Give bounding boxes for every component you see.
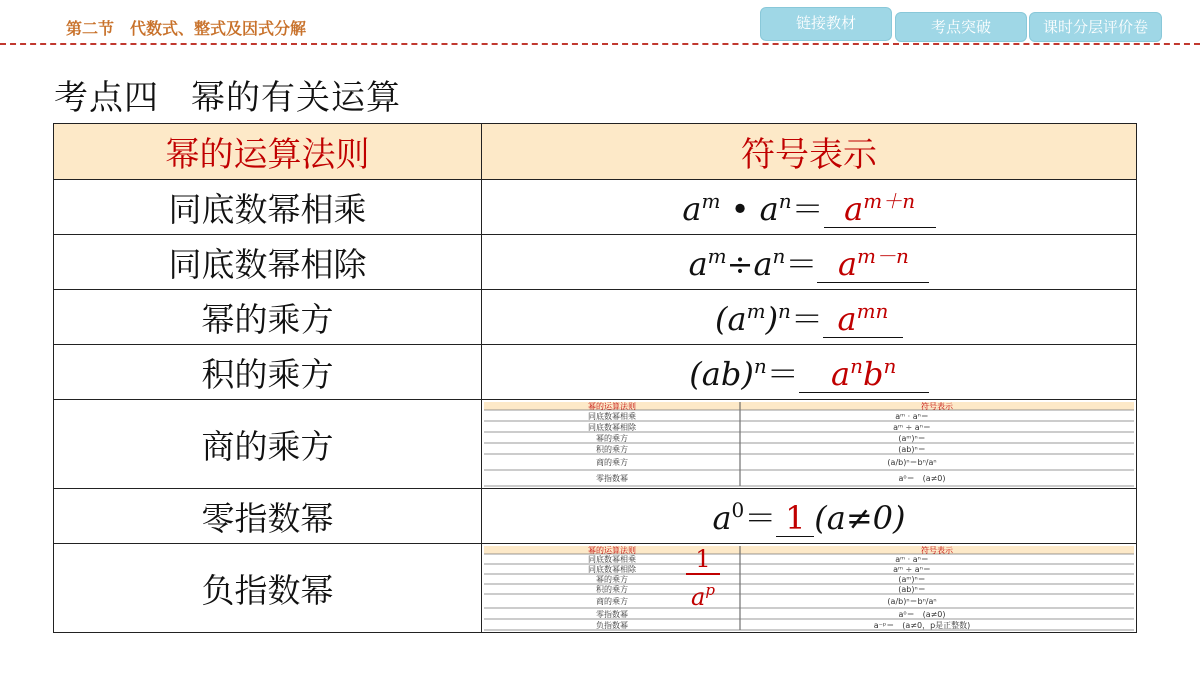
condition: (a≠0) (814, 499, 906, 537)
formula: $a^m$ • $a^n= a^{m+n}$ (682, 190, 935, 228)
table-row (54, 489, 1137, 544)
thumb-header-notation: 符号表示 (921, 546, 953, 555)
rules-table (53, 123, 1137, 633)
answer-blank: $a^{m-n}$ (817, 246, 929, 283)
thumb-header-notation: 符号表示 (921, 402, 953, 411)
thumb-formula: (aᵐ)ⁿ＝ (898, 575, 926, 584)
fraction-bar (686, 573, 720, 575)
thumb-rule: 负指数幂 (596, 621, 628, 630)
formula-cell (482, 489, 1137, 544)
thumbnail-table-image (482, 400, 1136, 488)
top-header (0, 0, 1200, 44)
rule-name: 积的乘方 (54, 345, 482, 400)
thumb-formula: a⁻ᵖ＝ (a≠0，p是正整数) (873, 621, 971, 630)
table-row (54, 544, 1137, 633)
formula-cell (482, 180, 1137, 235)
tab-homework[interactable]: 课时分层评价卷 (1029, 12, 1162, 42)
breadcrumb: 第二节 代数式、整式及因式分解 (66, 19, 307, 38)
tab-link-textbook[interactable]: 链接教材 (760, 7, 892, 41)
tab-key-points[interactable]: 考点突破 (895, 12, 1027, 42)
table-row (54, 290, 1137, 345)
formula-cell (482, 290, 1137, 345)
thumb-rule: 商的乘方 (596, 458, 628, 467)
thumb-formula: aᵐ · aⁿ＝ (895, 412, 929, 421)
column-header-rule: 幂的运算法则 (54, 124, 482, 180)
answer-blank: $a^{mn}$ (823, 301, 903, 338)
thumb-formula: (ab)ⁿ＝ (898, 585, 926, 594)
thumb-rule: 幂的乘方 (596, 434, 628, 443)
thumb-rule: 零指数幂 (596, 610, 628, 619)
thumb-rule: 商的乘方 (596, 597, 628, 606)
thumb-rule: 积的乘方 (596, 445, 628, 454)
fraction-numerator: 1 (695, 545, 711, 573)
answer-blank: $a^nb^n$ (799, 356, 929, 393)
formula: $a^0= 1$ (a≠0) (712, 498, 906, 537)
rule-name: 同底数幂相除 (54, 235, 482, 290)
page-title (54, 70, 401, 119)
rule-name: 幂的乘方 (54, 290, 482, 345)
thumb-formula: (a/b)ⁿ＝bⁿ/aⁿ (887, 597, 937, 606)
section-label: 考点四 (54, 78, 159, 118)
table-row (54, 400, 1137, 489)
formula-cell (482, 345, 1137, 400)
table-row (54, 235, 1137, 290)
thumb-rule: 同底数幂相乘 (588, 412, 636, 421)
thumb-rule: 积的乘方 (596, 585, 628, 594)
thumbnail-table-image (482, 544, 1136, 632)
rule-name: 零指数幂 (54, 489, 482, 544)
section-text: 幂的有关运算 (191, 78, 401, 118)
thumb-rule: 同底数幂相除 (588, 423, 636, 432)
formula-cell (482, 235, 1137, 290)
table-header-row (54, 124, 1137, 180)
formula: $(a^m)^n= a^{mn}$ (715, 300, 903, 338)
thumb-formula: a⁰＝ (a≠0) (898, 610, 946, 619)
thumb-formula: a⁰＝ (a≠0) (898, 474, 946, 483)
answer-blank: 1 (776, 502, 814, 537)
thumb-rule: 同底数幂相乘 (588, 555, 636, 564)
thumb-rule: 同底数幂相除 (588, 565, 636, 574)
thumb-formula: aᵐ ÷ aⁿ＝ (893, 423, 931, 432)
thumb-header-rule: 幂的运算法则 (588, 402, 636, 411)
thumb-rule: 幂的乘方 (596, 575, 628, 584)
thumb-formula: aᵐ · aⁿ＝ (895, 555, 929, 564)
table-row (54, 180, 1137, 235)
rule-name: 商的乘方 (54, 400, 482, 489)
rule-name: 同底数幂相乘 (54, 180, 482, 235)
formula-cell (482, 544, 1137, 633)
rule-name: 负指数幂 (54, 544, 482, 633)
thumb-header-rule: 幂的运算法则 (588, 546, 636, 555)
fraction-denominator: $a^p$ (691, 581, 715, 611)
thumb-formula: (a/b)ⁿ＝bⁿ/aⁿ (887, 458, 937, 467)
answer-blank: $a^{m+n}$ (824, 191, 936, 228)
thumb-rule: 零指数幂 (596, 474, 628, 483)
formula: $(ab)^n= a^nb^n$ (689, 355, 928, 393)
thumb-formula: (ab)ⁿ＝ (898, 445, 926, 454)
thumb-formula: aᵐ ÷ aⁿ＝ (893, 565, 931, 574)
formula-cell (482, 400, 1137, 489)
answer-fraction (686, 547, 720, 610)
column-header-notation: 符号表示 (482, 124, 1137, 180)
formula: $a^m\div a^n= a^{m-n}$ (689, 245, 930, 283)
header-divider (0, 43, 1200, 45)
table-row (54, 345, 1137, 400)
thumb-formula: (aᵐ)ⁿ＝ (898, 434, 926, 443)
